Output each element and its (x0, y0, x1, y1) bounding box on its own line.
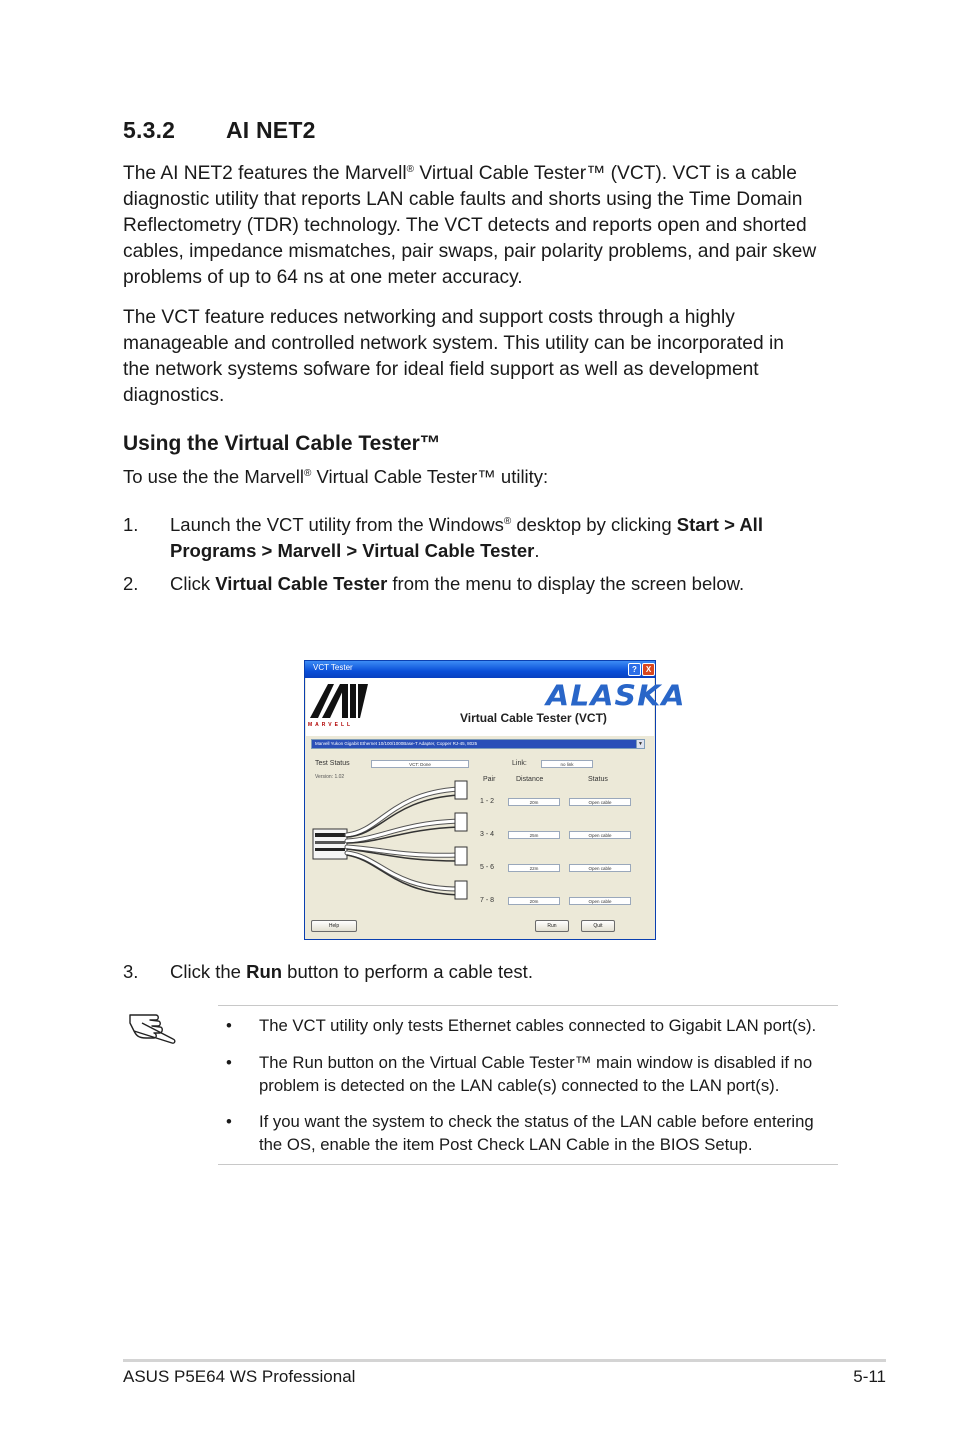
quit-button[interactable]: Quit (581, 920, 615, 932)
marvell-wordmark: MARVELL (308, 722, 354, 728)
footer-product: ASUS P5E64 WS Professional (123, 1367, 356, 1386)
para1-text-end: Virtual Cable Tester™ (VCT). VCT is a cable diagnostic utility that reports LAN cable faults and shorts using the Time Domain Reflectometry (TDR) technology. The VCT detects and reports open and shorted cables, impedance mismatches, pair swaps, pair polarity problems, and pair skew problems of up to 64 ns at one meter accuracy. (123, 163, 817, 288)
footer-page-number: 5-11 (853, 1367, 886, 1386)
step-text-end: . (534, 540, 540, 561)
step-text (170, 571, 823, 597)
pair-header: Pair (483, 776, 496, 783)
note-top-rule (218, 1005, 838, 1006)
test-status-label: Test Status (315, 760, 350, 767)
subheading: Using the Virtual Cable Tester™ (123, 432, 441, 455)
pair-label: 5 - 6 (480, 864, 495, 871)
app-title: Virtual Cable Tester (VCT) (460, 711, 607, 725)
title-bar (305, 661, 655, 678)
pair-label: 7 - 8 (480, 897, 495, 904)
status-header: Status (588, 776, 608, 783)
status-field: Open cable (569, 831, 631, 839)
cost-paragraph: The VCT feature reduces networking and support costs through a highly manageable and controlled network system. This utility can be incorporated in the network systems sofware for ideal field support as well as development diagnostics. (123, 307, 784, 406)
bullet: • (226, 1112, 232, 1131)
app-banner (306, 678, 686, 736)
step-text-end: button to perform a cable test. (282, 961, 533, 982)
pointing-hand-icon (128, 1005, 180, 1047)
note-bottom-rule (218, 1164, 838, 1165)
marvell-logo-icon (308, 680, 372, 720)
note-text: The VCT utility only tests Ethernet cables connected to Gigabit LAN port(s). (259, 1016, 817, 1035)
step-text-end: from the menu to display the screen below. (387, 573, 745, 594)
note-text: The Run button on the Virtual Cable Tester™ main window is disabled if no problem is detected on the LAN cable(s) connected to the LAN port(s). (259, 1053, 813, 1095)
link-label: Link: (512, 760, 527, 767)
bullet: • (226, 1053, 232, 1072)
adapter-dropdown[interactable] (311, 739, 645, 749)
step-text-middle: desktop by clicking (511, 514, 677, 535)
registered-mark: ® (503, 516, 512, 527)
registered-mark: ® (406, 164, 415, 175)
section-title: AI NET2 (226, 117, 316, 143)
status-field: Open cable (569, 864, 631, 872)
version-label: Version: 1.02 (315, 774, 345, 780)
close-button[interactable]: X (642, 663, 655, 676)
step-text (170, 959, 823, 985)
section-number: 5.3.2 (123, 117, 176, 143)
bullet: • (226, 1016, 232, 1035)
intro-text-end: Virtual Cable Tester™ utility: (311, 466, 549, 487)
distance-field: 20m (508, 798, 560, 806)
pair-label: 1 - 2 (480, 798, 495, 805)
cable-illustration-icon (311, 773, 471, 907)
para1-text-start: The AI NET2 features the Marvell (123, 163, 407, 184)
step-3 (123, 959, 823, 985)
note-text: If you want the system to check the status of the LAN cable before entering the OS, enable the item Post Check LAN Cable in the BIOS Setup. (259, 1112, 814, 1154)
distance-field: 20m (508, 897, 560, 905)
step-text-start: Click (170, 573, 216, 594)
step-2 (123, 571, 823, 597)
step-text (170, 512, 813, 564)
step-1 (123, 512, 813, 564)
footer-rule (123, 1359, 886, 1362)
distance-field: 25m (508, 831, 560, 839)
intro-text-start: To use the the Marvell (123, 466, 304, 487)
distance-header: Distance (516, 776, 544, 783)
link-field: no link (541, 760, 593, 768)
pair-label: 3 - 4 (480, 831, 495, 838)
note-item-1 (226, 1014, 841, 1037)
usage-intro (123, 466, 548, 488)
test-status-field: VCT: Done (371, 760, 469, 768)
run-button-name: Run (246, 961, 283, 982)
window-title: VCT Tester (313, 663, 353, 672)
menu-item-name: Virtual Cable Tester (215, 573, 388, 594)
vct-window-screenshot (304, 660, 686, 940)
note-item-3 (226, 1110, 841, 1156)
step-number: 2. (123, 573, 139, 594)
adapter-selected: Marvell Yukon Gigabit Ethernet 10/100/1000Base-T Adapter, Copper RJ-45, 8025 (315, 741, 478, 746)
step-number: 3. (123, 961, 139, 982)
step-text-start: Click the (170, 961, 247, 982)
run-button[interactable]: Run (535, 920, 569, 932)
help-title-button[interactable]: ? (628, 663, 641, 676)
distance-field: 22m (508, 864, 560, 872)
step-text-start: Launch the VCT utility from the Windows (170, 514, 504, 535)
registered-mark: ® (303, 468, 312, 479)
note-item-2 (226, 1051, 841, 1097)
step-number: 1. (123, 514, 139, 535)
menu-path: Start > All Programs > Marvell > Virtual Cable Tester (170, 514, 763, 561)
intro-paragraph (123, 161, 843, 291)
alaska-brand: ALASKA (546, 679, 686, 714)
status-field: Open cable (569, 897, 631, 905)
chevron-down-icon[interactable]: ▼ (636, 739, 645, 749)
help-button[interactable]: Help (311, 920, 357, 932)
section-heading (123, 117, 316, 144)
status-field: Open cable (569, 798, 631, 806)
